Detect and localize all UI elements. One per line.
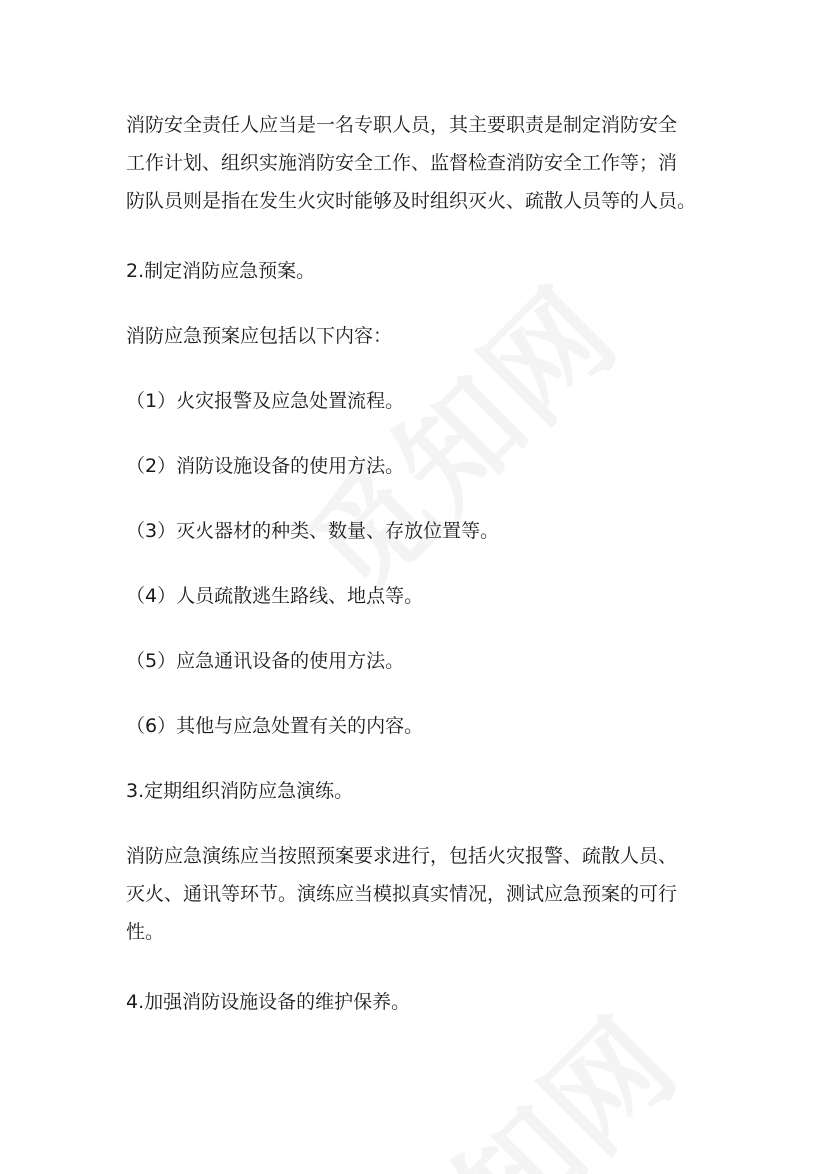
text-line: 防队员则是指在发生火灾时能够及时组织灭火、疏散人员等的人员。 <box>126 190 697 212</box>
heading-emergency-plan <box>126 252 716 290</box>
text-line: 工作计划、组织实施消防安全工作、监督检查消防安全工作等；消 <box>126 152 678 174</box>
paragraph-plan-contents <box>126 317 716 355</box>
text-line: （4）人员疏散逃生路线、地点等。 <box>126 585 424 607</box>
text-line: 灭火、通讯等环节。演练应当模拟真实情况，测试应急预案的可行 <box>126 883 678 905</box>
heading-drills <box>126 772 716 810</box>
text-line: 消防安全责任人应当是一名专职人员，其主要职责是制定消防安全 <box>126 114 678 136</box>
text-line: 2.制定消防应急预案。 <box>126 260 316 282</box>
text-line: （2）消防设施设备的使用方法。 <box>126 455 405 477</box>
list-item-3 <box>126 512 716 550</box>
list-item-4 <box>126 577 716 615</box>
paragraph-responsibility <box>126 106 716 220</box>
text-line: 性。 <box>126 921 165 943</box>
text-line: 3.定期组织消防应急演练。 <box>126 780 354 802</box>
text-line: 4.加强消防设施设备的维护保养。 <box>126 991 411 1013</box>
text-line: （6）其他与应急处置有关的内容。 <box>126 715 424 737</box>
list-item-1 <box>126 382 716 420</box>
list-item-6 <box>126 707 716 745</box>
text-line: （1）火灾报警及应急处置流程。 <box>126 390 405 412</box>
list-item-2 <box>126 447 716 485</box>
text-line: 消防应急演练应当按照预案要求进行，包括火灾报警、疏散人员、 <box>126 845 678 867</box>
heading-maintenance <box>126 983 716 1021</box>
text-line: （5）应急通讯设备的使用方法。 <box>126 650 405 672</box>
watermark <box>264 244 649 629</box>
list-item-5 <box>126 642 716 680</box>
text-line: 消防应急预案应包括以下内容： <box>126 325 393 347</box>
text-line: （3）灭火器材的种类、数量、存放位置等。 <box>126 520 500 542</box>
paragraph-drills <box>126 837 716 951</box>
